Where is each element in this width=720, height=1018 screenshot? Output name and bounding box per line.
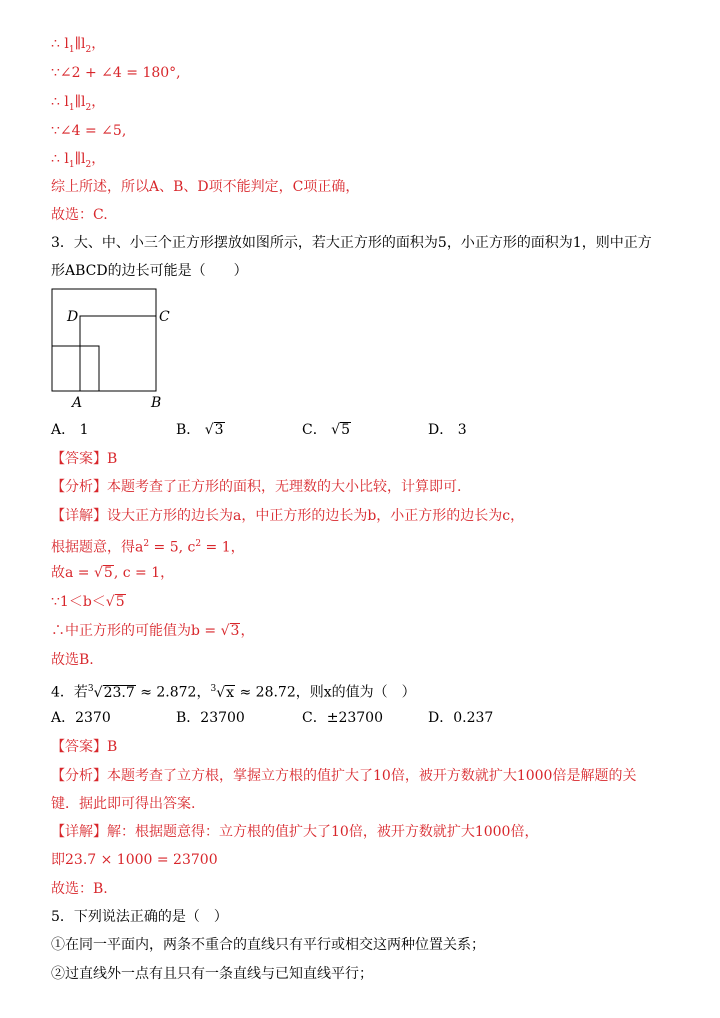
solution-line-angle-equal: ∵∠4 = ∠5, (51, 123, 127, 139)
q4-final: 故选：B. (51, 881, 108, 897)
q4-answer: 【答案】B (51, 739, 118, 755)
q4-detail: 【详解】解：根据题意得：立方根的值扩大了10倍，被开方数就扩大1000倍， (51, 824, 539, 840)
q5-stem: 5．下列说法正确的是（ ） (51, 909, 228, 925)
q3-option-d: D． 3 (428, 422, 467, 438)
q3-step-3: ∵1＜b＜√5 (51, 594, 125, 610)
q4-option-d: D．0.237 (428, 710, 494, 726)
q3-step-1: 根据题意，得$a^2 = 5$, $c^2 = 1$， (51, 539, 245, 556)
q5-item-1: ①在同一平面内，两条不重合的直线只有平行或相交这两种位置关系； (51, 937, 485, 953)
solution-line-parallel-2: ∴ $l_1\parallel l_2$， (51, 94, 106, 113)
small-square (52, 346, 99, 391)
q4-calc: 即23.7 × 1000 = 23700 (51, 852, 218, 868)
solution-final-choice: 故选：C. (51, 207, 108, 223)
medium-square-abcd (80, 316, 156, 391)
q3-squares-figure (40, 285, 180, 413)
q3-option-c: C． √5 (302, 422, 351, 438)
q3-stem-line1: 3．大、中、小三个正方形摆放如图所示，若大正方形的面积为5，小正方形的面积为1，则中正方 (51, 235, 652, 251)
q5-item-2: ②过直线外一点有且只有一条直线与已知直线平行； (51, 966, 373, 982)
label-C: C (159, 309, 170, 325)
label-B: B (151, 395, 162, 411)
q3-option-b: B． √3 (176, 422, 224, 438)
solution-line-angle-sum: ∵∠2 + ∠4 = 180°, (51, 65, 181, 81)
q3-step-4: ∴中正方形的可能值为b = √3， (51, 623, 255, 639)
q3-step-2: 故a = √5, c = 1， (51, 565, 175, 581)
q4-option-a: A．2370 (51, 710, 111, 726)
solution-summary: 综上所述，所以A、B、D项不能判定，C项正确， (51, 179, 360, 195)
q4-stem: 4．若$^3$√23.7 ≈ 2.872，$^3$√x ≈ 28.72，则x的值为（ ） (51, 684, 416, 701)
solution-line-parallel-3: ∴ $l_1\parallel l_2$， (51, 151, 106, 170)
q3-final: 故选B. (51, 652, 94, 668)
label-A: A (72, 395, 83, 411)
q3-analysis: 【分析】本题考查了正方形的面积，无理数的大小比较，计算即可. (51, 479, 462, 495)
label-D: D (67, 309, 79, 325)
q4-option-c: C．±23700 (302, 710, 383, 726)
q3-stem-line2: 形ABCD的边长可能是（ ） (51, 263, 248, 279)
q4-analysis-line1: 【分析】本题考查了立方根，掌握立方根的值扩大了10倍，被开方数就扩大1000倍是解题的关 (51, 768, 637, 784)
q3-answer: 【答案】B (51, 451, 118, 467)
q4-analysis-line2: 键．据此即可得出答案. (51, 796, 196, 812)
q3-detail: 【详解】设大正方形的边长为a，中正方形的边长为b，小正方形的边长为c， (51, 508, 525, 524)
q4-option-b: B．23700 (176, 710, 245, 726)
large-square (52, 289, 156, 391)
q3-option-a: A． 1 (51, 422, 89, 438)
solution-line-parallel-1: ∴ $l_1\parallel l_2$， (51, 36, 106, 55)
